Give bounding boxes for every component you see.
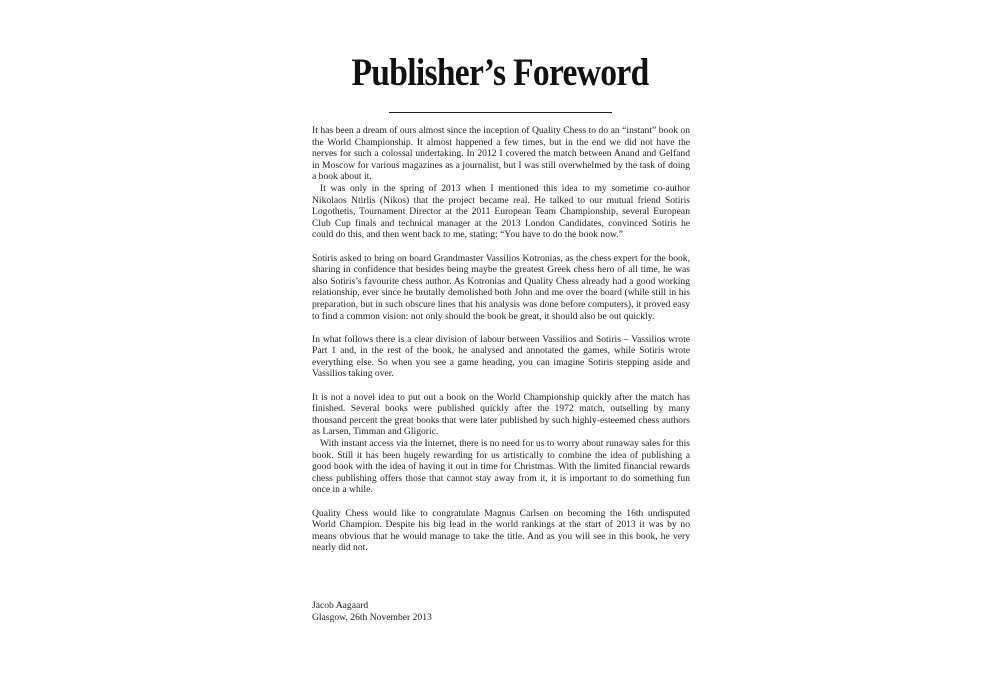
signature-place-date: Glasgow, 26th November 2013 [312,611,432,623]
paragraph-3: Sotiris asked to bring on board Grandmaster Vassilios Kotronias, as the chess expert for the book, sharing in confidence that besides being maybe the greatest Greek chess hero of all time, he was also Sotiris’s favourite chess author. As Kotronias and Quality Chess already had a good working relationship, ever since he brutally demolished both John and me over the board (while still in his preparation, but in such obscure lines that his analysis was done before computers), it proved easy to find a common vision: not only should the book be great, it should also be out quickly. [312,252,690,322]
foreword-body [312,125,690,554]
signature-block [312,600,690,623]
signature-name: Jacob Aagaard [312,600,369,611]
page-title: Publisher’s Foreword [351,51,649,94]
paragraph-4: In what follows there is a clear division of labour between Vassilios and Sotiris – Vassilios wrote Part 1 and, in the rest of the book, he analysed and annotated the games, while Sotiris wrote everything else. So when you see a game heading, you can imagine Sotiris stepping aside and Vassilios taking over. [312,333,690,380]
paragraph-6: With instant access via the Internet, there is no need for us to worry about runaway sales for this book. Still it has been hugely rewarding for us artistically to combine the idea of publishing a good book with the idea of having it out in time for Christmas. With the limited financial rewards chess publishing offers those that cannot stay away from it, it is important to do something fun once in a while. [312,438,690,496]
title-divider [389,112,612,113]
paragraph-1: It has been a dream of ours almost since the inception of Quality Chess to do an “instant” book on the World Championship. It almost happened a few times, but in the end we did not have the nerves for such a colossal undertaking. In 2012 I covered the match between Anand and Gelfand in Moscow for various magazines as a journalist, but I was still overwhelmed by the task of doing a book about it. [312,125,690,183]
paragraph-2: It was only in the spring of 2013 when I mentioned this idea to my sometime co-author Nikolaos Ntirlis (Nikos) that the project became real. He talked to our mutual friend Sotiris Logothetis, Tournament Director at the 2011 European Team Championship, several European Club Cup finals and technical manager at the 2013 London Candidates, convinced Sotiris he could do this, and then went back to me, stating: “You have to do the book now.” [312,182,690,241]
paragraph-5: It is not a novel idea to put out a book on the World Championship quickly after the match has finished. Several books were published quickly after the 1972 match, outselling by many thousand percent the great books that were later published by such highly-esteemed chess authors as Larsen, Timman and Gligoric. [312,391,690,438]
paragraph-7: Quality Chess would like to congratulate Magnus Carlsen on becoming the 16th undisputed World Champion. Despite his big lead in the world rankings at the start of 2013 it was by no means obvious that he would manage to take the title. And as you will see in this book, he very nearly did not. [312,507,690,554]
